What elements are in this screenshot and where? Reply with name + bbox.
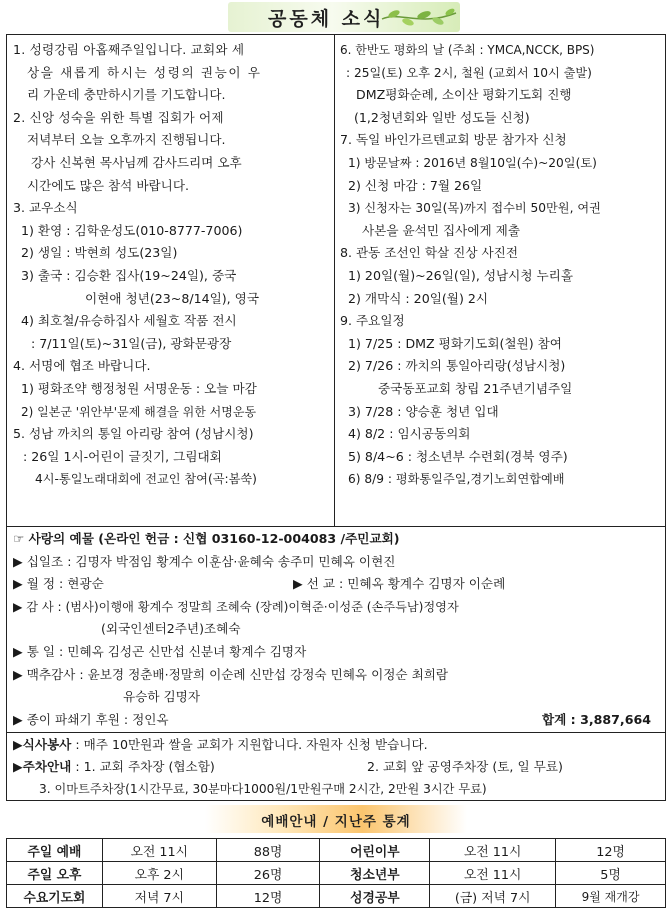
news-line: 3) 신청자는 30일(목)까지 접수비 50만원, 여권 bbox=[348, 201, 601, 216]
offering-total: 합계 : 3,887,664 bbox=[541, 711, 651, 727]
news-line: 1) 방문날짜 : 2016년 8월10일(수)~20일(토) bbox=[348, 155, 597, 170]
news-line: 1) 환영 : 김학운성도(010-8777-7006) bbox=[21, 222, 243, 238]
news-line: DMZ평화순례, 소이산 평화기도회 진행 bbox=[356, 87, 572, 103]
table-row bbox=[7, 839, 666, 862]
table-row bbox=[7, 862, 666, 885]
news-line: 1) 7/25 : DMZ 평화기도회(철원) 참여 bbox=[348, 335, 562, 351]
table-cell: 오전 11시 bbox=[430, 839, 556, 862]
news-line: 1. 성령강림 아홉째주일입니다. 교회와 세 bbox=[13, 42, 245, 57]
worship-banner bbox=[205, 805, 467, 833]
meal-label: ▶식사봉사 bbox=[13, 737, 72, 752]
table-row bbox=[7, 885, 666, 908]
offering-row: (외국인센터2주년)조혜숙 bbox=[101, 621, 241, 637]
news-line: 시간에도 많은 참석 바랍니다. bbox=[27, 177, 189, 193]
meal-notice bbox=[13, 734, 659, 756]
table-cell: 오후 2시 bbox=[102, 862, 216, 885]
offering-row: ▶ 맥추감사 : 윤보경 정춘배·정말희 이순례 신만섭 강정숙 민혜옥 이정순 최희람 bbox=[13, 666, 449, 682]
worship-table bbox=[6, 838, 666, 908]
table-cell: 5명 bbox=[556, 862, 666, 885]
news-line: 5) 8/4~6 : 청소년부 수련회(경북 영주) bbox=[348, 448, 568, 464]
table-cell: (금) 저녁 7시 bbox=[430, 885, 556, 908]
right-news-column bbox=[340, 39, 662, 491]
news-line: 8. 관동 조선인 학살 진상 사진전 bbox=[340, 245, 519, 261]
table-cell: 성경공부 bbox=[320, 885, 430, 908]
table-cell: 9월 재개강 bbox=[556, 885, 666, 908]
offering-row: ▶ 통 일 : 민혜옥 김성곤 신만섭 신분녀 황계수 김명자 bbox=[13, 643, 307, 659]
table-cell: 저녁 7시 bbox=[102, 885, 216, 908]
news-frame bbox=[6, 34, 666, 527]
news-line: 1) 평화조약 행정청원 서명운동 : 오늘 마감 bbox=[21, 380, 257, 396]
offering-shredder: ▶ 종이 파쇄기 후원 : 정인옥 bbox=[13, 711, 169, 727]
news-line: 3) 출국 : 김승환 집사(19~24일), 중국 bbox=[21, 267, 237, 283]
parking-label: ▶주차안내 bbox=[13, 759, 72, 774]
news-line: 2) 신청 마감 : 7월 26일 bbox=[348, 177, 483, 193]
news-line: 4. 서명에 협조 바랍니다. bbox=[13, 358, 151, 374]
news-line: (1,2청년회와 일반 성도들 신청) bbox=[354, 109, 530, 125]
news-line: 저녁부터 오늘 오후까지 진행됩니다. bbox=[27, 132, 226, 148]
news-line: 4) 8/2 : 임시공동의회 bbox=[348, 426, 471, 442]
column-divider bbox=[334, 35, 335, 526]
table-cell: 주일 오후 bbox=[7, 862, 103, 885]
offering-heading: ☞ 사랑의 예물 (온라인 헌금 : 신협 03160-12-004083 /주민교회) bbox=[13, 531, 400, 546]
news-title-banner bbox=[228, 2, 460, 32]
parking-text-1: : 1. 교회 주차장 (협소함) bbox=[71, 759, 215, 774]
left-news-column bbox=[13, 39, 331, 491]
leaf-vine-icon bbox=[380, 5, 458, 29]
offering-row: ▶ 감 사 : (범사)이행애 황계수 정말희 조혜숙 (장례)이혁준·이성준 (손주득남)정영자 bbox=[13, 599, 459, 614]
news-line: 5. 성남 까치의 통일 아리랑 참여 (성남시청) bbox=[13, 426, 254, 442]
news-line: : 26일 1시-어린이 글짓기, 그림대회 bbox=[23, 448, 222, 464]
table-cell: 청소년부 bbox=[320, 862, 430, 885]
offering-section bbox=[6, 527, 666, 733]
news-line: 1) 20일(월)~26일(일), 성남시청 누리홀 bbox=[348, 267, 574, 283]
news-line: 중국동포교회 창립 21주년기념주일 bbox=[378, 380, 573, 396]
offering-row: 유승하 김명자 bbox=[123, 689, 200, 705]
table-cell: 26명 bbox=[216, 862, 320, 885]
notice-section bbox=[6, 733, 666, 801]
news-line: 4) 최호철/유승하집사 세월호 작품 전시 bbox=[21, 313, 237, 329]
parking-notice bbox=[13, 756, 659, 778]
offering-monthly: ▶ 월 정 : 현광순 bbox=[13, 576, 104, 592]
news-line: 3) 7/28 : 양승훈 청년 입대 bbox=[348, 403, 499, 419]
news-line: 리 가운데 충만하시기를 기도합니다. bbox=[27, 87, 226, 103]
table-cell: 12명 bbox=[216, 885, 320, 908]
table-cell: 88명 bbox=[216, 839, 320, 862]
news-line: 2) 생일 : 박현희 성도(23일) bbox=[21, 245, 178, 261]
news-line: : 7/11일(토)~31일(금), 광화문광장 bbox=[31, 335, 232, 351]
offering-mission: ▶ 선 교 : 민혜옥 황계수 김명자 이순례 bbox=[293, 576, 506, 592]
parking-text-3: 3. 이마트주차장(1시간무료, 30분마다1000원/1만원구매 2시간, 2만원 3시간 무료) bbox=[39, 782, 487, 796]
offering-row: ▶ 십일조 : 김명자 박점임 황계수 이훈삼·윤혜숙 송주미 민혜옥 이현진 bbox=[13, 553, 396, 569]
news-line: 2) 7/26 : 까치의 통일아리랑(성남시청) bbox=[348, 358, 566, 374]
table-cell: 어린이부 bbox=[320, 839, 430, 862]
news-line: 상을 새롭게 하시는 성령의 권능이 우 bbox=[27, 64, 262, 80]
news-line: 2) 일본군 '위안부'문제 해결을 위한 서명운동 bbox=[21, 404, 257, 419]
news-line: 2. 신앙 성숙을 위한 특별 집회가 어제 bbox=[13, 109, 224, 125]
news-line: 7. 독일 바인가르텐교회 방문 참가자 신청 bbox=[340, 132, 567, 148]
offering-row bbox=[13, 573, 659, 596]
news-line: 사본을 윤석민 집사에게 제출 bbox=[362, 222, 520, 238]
news-line: : 25일(토) 오후 2시, 철원 (교회서 10시 출발) bbox=[346, 65, 592, 80]
news-line: 4시-통일노래대회에 전교인 참여(곡:봄쑥) bbox=[35, 472, 257, 487]
meal-text: : 매주 10만원과 쌀을 교회가 지원합니다. 자원자 신청 받습니다. bbox=[71, 737, 428, 752]
worship-title: 예배안내 / 지난주 통계 bbox=[261, 814, 411, 830]
news-line: 6) 8/9 : 평화통일주일,경기노회연합예배 bbox=[348, 472, 565, 487]
table-cell: 수요기도회 bbox=[7, 885, 103, 908]
news-line: 강사 신복현 목사님께 감사드리며 오후 bbox=[31, 154, 242, 170]
table-cell: 오전 11시 bbox=[102, 839, 216, 862]
news-line: 6. 한반도 평화의 날 (주최 : YMCA,NCCK, BPS) bbox=[340, 43, 595, 57]
news-line: 3. 교우소식 bbox=[13, 200, 78, 216]
table-cell: 주일 예배 bbox=[7, 839, 103, 862]
offering-row bbox=[13, 709, 659, 732]
table-cell: 오전 11시 bbox=[430, 862, 556, 885]
news-line: 2) 개막식 : 20일(월) 2시 bbox=[348, 290, 489, 306]
news-line: 이현애 청년(23~8/14일), 영국 bbox=[85, 290, 260, 306]
parking-text-2: 2. 교회 앞 공영주차장 (토, 일 무료) bbox=[367, 759, 563, 774]
news-line: 9. 주요일정 bbox=[340, 313, 405, 329]
page-title: 공동체 소식 bbox=[268, 8, 385, 30]
table-cell: 12명 bbox=[556, 839, 666, 862]
